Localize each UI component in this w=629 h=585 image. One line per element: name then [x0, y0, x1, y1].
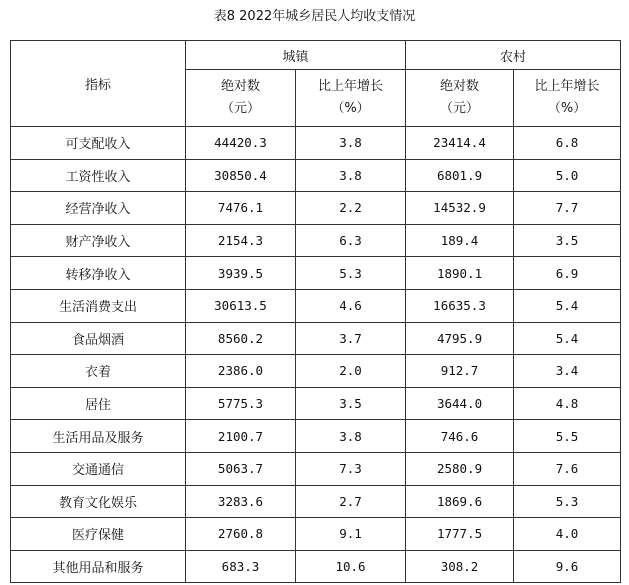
urban-growth-cell: 2.0 — [296, 355, 406, 388]
rural-absolute-cell: 1869.6 — [406, 485, 514, 518]
row-label: 居住 — [11, 387, 186, 420]
urban-absolute-cell: 30613.5 — [186, 289, 296, 322]
table-row — [11, 192, 621, 225]
rural-absolute-cell: 2580.9 — [406, 452, 514, 485]
rural-absolute-cell: 746.6 — [406, 420, 514, 453]
row-label: 交通通信 — [11, 452, 186, 485]
urban-absolute-cell: 8560.2 — [186, 322, 296, 355]
rural-growth-cell: 5.4 — [514, 289, 621, 322]
rural-absolute-header — [406, 70, 514, 127]
rural-growth-cell: 5.3 — [514, 485, 621, 518]
table-row — [11, 159, 621, 192]
urban-absolute-cell: 683.3 — [186, 550, 296, 583]
row-label: 生活消费支出 — [11, 289, 186, 322]
table-row — [11, 322, 621, 355]
rural-absolute-cell: 1777.5 — [406, 518, 514, 551]
table-row — [11, 550, 621, 583]
rural-absolute-cell: 308.2 — [406, 550, 514, 583]
rural-growth-header — [514, 70, 621, 127]
rural-growth-cell: 3.5 — [514, 224, 621, 257]
income-expenditure-table — [10, 40, 621, 583]
rural-growth-cell: 7.7 — [514, 192, 621, 225]
urban-absolute-cell: 2154.3 — [186, 224, 296, 257]
urban-growth-cell: 10.6 — [296, 550, 406, 583]
rural-growth-cell: 7.6 — [514, 452, 621, 485]
table-row — [11, 355, 621, 388]
urban-growth-cell: 3.8 — [296, 420, 406, 453]
rural-growth-cell: 5.4 — [514, 322, 621, 355]
table-row — [11, 420, 621, 453]
rural-absolute-cell: 16635.3 — [406, 289, 514, 322]
table-row — [11, 452, 621, 485]
urban-growth-cell: 4.6 — [296, 289, 406, 322]
urban-absolute-cell: 30850.4 — [186, 159, 296, 192]
rural-growth-cell: 5.0 — [514, 159, 621, 192]
rural-absolute-cell: 4795.9 — [406, 322, 514, 355]
growth-header-unit: （%） — [331, 101, 370, 116]
urban-growth-cell: 3.8 — [296, 159, 406, 192]
urban-growth-cell: 6.3 — [296, 224, 406, 257]
urban-absolute-cell: 3939.5 — [186, 257, 296, 290]
row-label: 经营净收入 — [11, 192, 186, 225]
urban-growth-cell: 2.2 — [296, 192, 406, 225]
rural-growth-cell: 6.9 — [514, 257, 621, 290]
urban-growth-cell: 3.5 — [296, 387, 406, 420]
rural-absolute-cell: 6801.9 — [406, 159, 514, 192]
table-row — [11, 224, 621, 257]
row-label: 转移净收入 — [11, 257, 186, 290]
rural-absolute-cell: 189.4 — [406, 224, 514, 257]
growth-header-line1: 比上年增长 — [534, 79, 600, 94]
rural-absolute-cell: 1890.1 — [406, 257, 514, 290]
row-label: 财产净收入 — [11, 224, 186, 257]
row-label: 工资性收入 — [11, 159, 186, 192]
table-row — [11, 518, 621, 551]
urban-absolute-cell: 3283.6 — [186, 485, 296, 518]
rural-growth-cell: 9.6 — [514, 550, 621, 583]
table-row — [11, 257, 621, 290]
table-row — [11, 289, 621, 322]
urban-absolute-cell: 5775.3 — [186, 387, 296, 420]
urban-absolute-cell: 2386.0 — [186, 355, 296, 388]
urban-growth-cell: 3.7 — [296, 322, 406, 355]
urban-group-header: 城镇 — [186, 41, 406, 70]
absolute-header-unit: （元） — [440, 101, 480, 116]
rural-absolute-cell: 14532.9 — [406, 192, 514, 225]
row-label: 教育文化娱乐 — [11, 485, 186, 518]
row-label: 可支配收入 — [11, 127, 186, 160]
urban-absolute-cell: 5063.7 — [186, 452, 296, 485]
row-label: 其他用品和服务 — [11, 550, 186, 583]
row-label: 衣着 — [11, 355, 186, 388]
rural-absolute-cell: 912.7 — [406, 355, 514, 388]
table-title: 表8 2022年城乡居民人均收支情况 — [213, 9, 416, 24]
urban-absolute-cell: 44420.3 — [186, 127, 296, 160]
urban-growth-cell: 7.3 — [296, 452, 406, 485]
rural-growth-cell: 4.0 — [514, 518, 621, 551]
urban-absolute-cell: 2760.8 — [186, 518, 296, 551]
rural-growth-cell: 3.4 — [514, 355, 621, 388]
absolute-header-line1: 绝对数 — [440, 79, 480, 94]
rural-growth-cell: 6.8 — [514, 127, 621, 160]
urban-absolute-header — [186, 70, 296, 127]
urban-absolute-cell: 2100.7 — [186, 420, 296, 453]
urban-growth-header — [296, 70, 406, 127]
rural-absolute-cell: 23414.4 — [406, 127, 514, 160]
growth-header-unit: （%） — [547, 101, 587, 116]
absolute-header-line1: 绝对数 — [220, 79, 260, 94]
row-label: 医疗保健 — [11, 518, 186, 551]
urban-growth-cell: 3.8 — [296, 127, 406, 160]
row-label: 食品烟酒 — [11, 322, 186, 355]
indicator-header: 指标 — [11, 41, 186, 127]
table-row — [11, 387, 621, 420]
growth-header-line1: 比上年增长 — [318, 79, 384, 94]
table-row — [11, 485, 621, 518]
rural-group-header: 农村 — [406, 41, 621, 70]
table-row — [11, 127, 621, 160]
urban-absolute-cell: 7476.1 — [186, 192, 296, 225]
rural-absolute-cell: 3644.0 — [406, 387, 514, 420]
urban-growth-cell: 5.3 — [296, 257, 406, 290]
row-label: 生活用品及服务 — [11, 420, 186, 453]
urban-growth-cell: 2.7 — [296, 485, 406, 518]
absolute-header-unit: （元） — [220, 101, 260, 116]
rural-growth-cell: 4.8 — [514, 387, 621, 420]
urban-growth-cell: 9.1 — [296, 518, 406, 551]
rural-growth-cell: 5.5 — [514, 420, 621, 453]
